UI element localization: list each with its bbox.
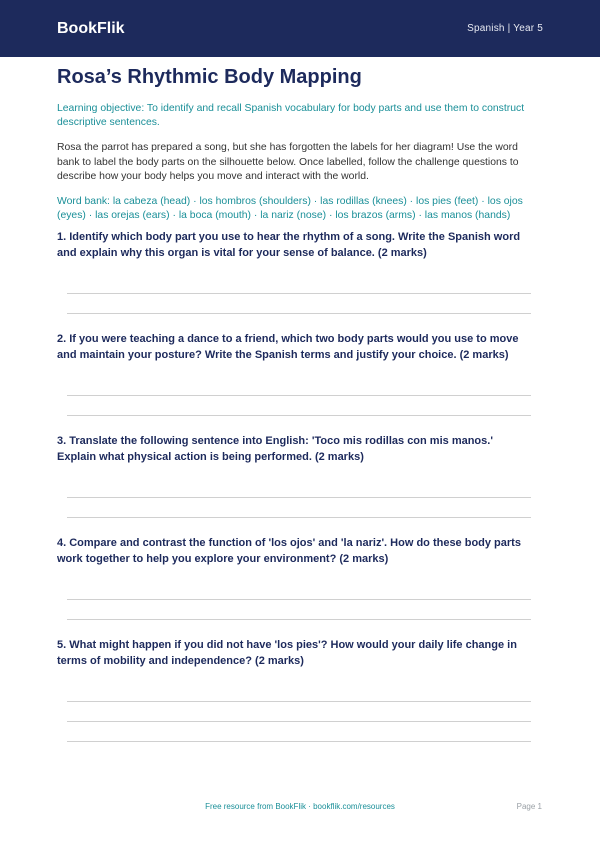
answer-line[interactable] [67, 517, 531, 518]
answer-line[interactable] [67, 313, 531, 314]
answer-line[interactable] [67, 619, 531, 620]
question-1: 1. Identify which body part you use to hear the rhythm of a song. Write the Spanish word and explain why this organ is vital for your sense of balance. (2 marks) [57, 231, 521, 259]
footer-link[interactable]: Free resource from BookFlik · bookflik.com/resources [205, 802, 395, 811]
answer-line[interactable] [67, 701, 531, 702]
word-bank: Word bank: la cabeza (head) · los hombros (shoulders) · las rodillas (knees) · los pies (feet) · los ojos (eyes) · las orejas (ears) · la boca (mouth) · la nariz (nose) · los brazos (arms) · las manos (hands) [57, 195, 523, 221]
intro-text: Rosa the parrot has prepared a song, but she has forgotten the labels for her diagram! Use the word bank to label the body parts on the silhouette below. Once labelled, follow the challenge questions to describe how your body helps you move and interact with the world. [57, 142, 519, 182]
answer-line[interactable] [67, 395, 531, 396]
answer-line[interactable] [67, 741, 531, 742]
intro-section [57, 64, 543, 224]
answer-line[interactable] [67, 415, 531, 416]
question-3: 3. Translate the following sentence into English: 'Toco mis rodillas con mis manos.' Explain what physical action is being performed. (2 marks) [57, 435, 493, 463]
answer-line[interactable] [67, 293, 531, 294]
question-4: 4. Compare and contrast the function of 'los ojos' and 'la nariz'. How do these body parts work together to help you explore your environment? (2 marks) [57, 537, 521, 565]
subject-label: Spanish | Year 5 [467, 23, 543, 34]
answer-line[interactable] [67, 599, 531, 600]
brand-logo: BookFlik [57, 19, 125, 37]
learning-objective: Learning objective: To identify and recall Spanish vocabulary for body parts and use them to construct descriptive sentences. [57, 103, 525, 128]
answer-line[interactable] [67, 497, 531, 498]
question-5: 5. What might happen if you did not have 'los pies'? How would your daily life change in terms of mobility and independence? (2 marks) [57, 639, 517, 667]
answer-line[interactable] [67, 721, 531, 722]
page-title: Rosa’s Rhythmic Body Mapping [57, 66, 362, 88]
page-header [0, 0, 600, 57]
page-number: Page 1 [516, 802, 542, 811]
question-2: 2. If you were teaching a dance to a friend, which two body parts would you use to move and maintain your posture? Write the Spanish terms and justify your choice. (2 marks) [57, 333, 519, 361]
